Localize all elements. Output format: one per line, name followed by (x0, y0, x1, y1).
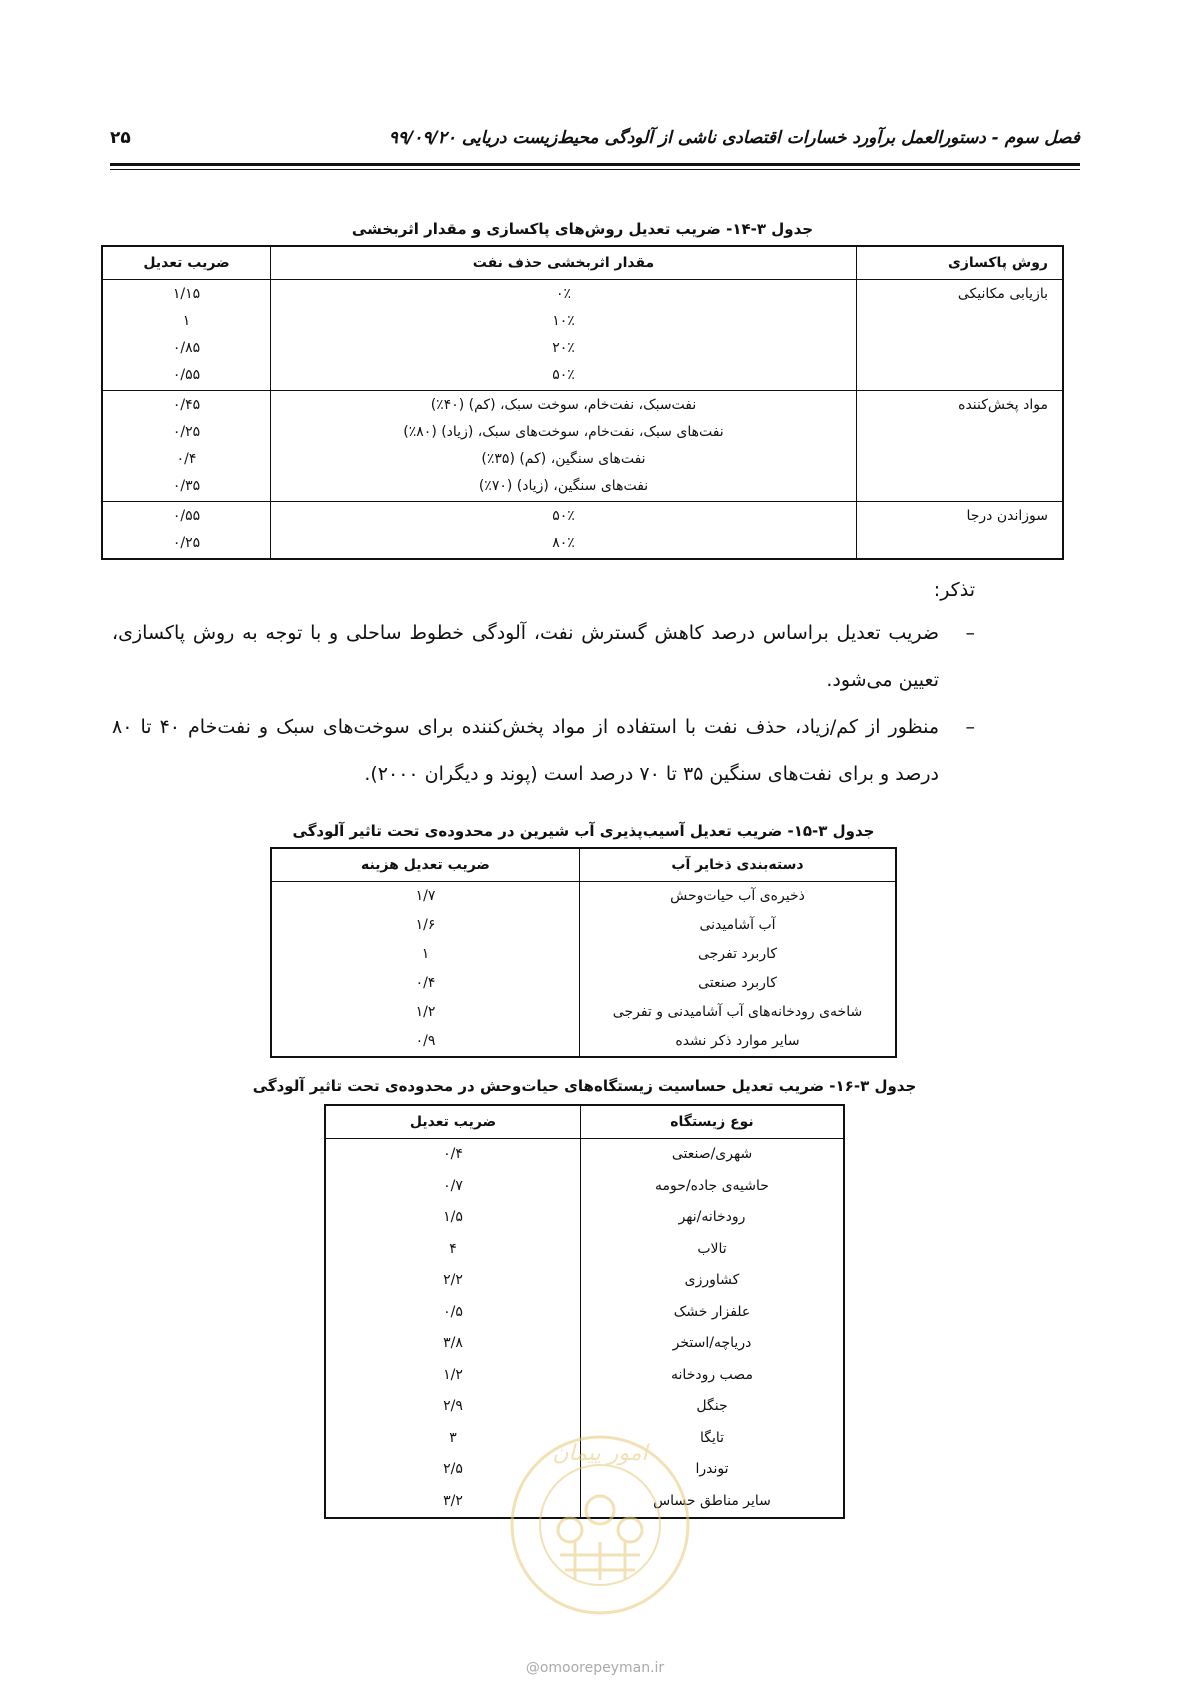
table-row (271, 911, 896, 940)
coefficient-cell: ۱ (421, 946, 430, 962)
table-header-row (102, 246, 1063, 280)
table3-caption: جدول ۳-۱۶- ضریب تعدیل حساسیت زیستگاه‌های حیات‌وحش در محدوده‌ی تحت تاثیر آلودگی (252, 1077, 917, 1095)
category-cell: کاربرد صنعتی (580, 969, 897, 998)
table-row (325, 1328, 844, 1360)
coefficient-cell: ۲/۵ (443, 1461, 463, 1477)
coefficient-cell: ۲/۹ (443, 1398, 463, 1414)
table2-caption: جدول ۳-۱۵- ضریب تعدیل آسیب‌پذیری آب شیرین در محدوده‌ی تحت تاثیر آلودگی (292, 822, 875, 840)
header-rule-thick (110, 163, 1080, 166)
page-header (110, 128, 1080, 154)
header-coefficient: ضریب تعدیل (325, 1105, 581, 1139)
habitat-cell: سایر مناطق حساس (581, 1486, 845, 1519)
coefficient-cell: ۰/۴ (443, 1146, 463, 1162)
page-number: ۲۵ (110, 128, 131, 148)
table-row (271, 1027, 896, 1057)
notes-section (112, 570, 975, 798)
table-row (102, 280, 1063, 391)
header-habitat: نوع زیستگاه (581, 1105, 845, 1139)
coefficient-cell: ۰/۴۵ ۰/۲۵ ۰/۴ ۰/۳۵ (102, 391, 271, 502)
table-row (325, 1202, 844, 1234)
table-row (102, 391, 1063, 502)
note-item: – ضریب تعدیل براساس درصد کاهش گسترش نفت، آلودگی خطوط ساحلی و با توجه به روش پاکسازی، تعیین می‌شود. (112, 622, 975, 691)
method-cell: سوزاندن درجا (857, 502, 1064, 560)
effectiveness-cell: ۰٪ ۱۰٪ ۲۰٪ ۵۰٪ (271, 280, 857, 391)
coefficient-cell: ۰/۹ (415, 1033, 436, 1049)
habitat-cell: علفزار خشک (581, 1297, 845, 1329)
table-row (102, 502, 1063, 560)
category-cell: ذخیره‌ی آب حیات‌وحش (580, 882, 897, 912)
header-rule-thin (110, 169, 1080, 170)
category-cell: کاربرد تفرجی (580, 940, 897, 969)
table-row (271, 998, 896, 1027)
header-coefficient: ضریب تعدیل (102, 246, 271, 280)
table-header-row (271, 848, 896, 882)
habitat-cell: جنگل (581, 1391, 845, 1423)
table-row (271, 940, 896, 969)
coefficient-cell: ۱/۲ (443, 1366, 463, 1383)
category-cell: آب آشامیدنی (580, 911, 897, 940)
habitat-cell: شهری/صنعتی (581, 1139, 845, 1171)
coefficient-cell: ۰/۷ (443, 1177, 463, 1194)
coefficient-cell: ۳ (449, 1429, 457, 1446)
note-text: منظور از کم/زیاد، حذف نفت با استفاده از مواد پخش‌کننده برای سوخت‌های سبک و نفت‌خام ۴۰ تا ۸۰ درصد و برای نفت‌های سنگین ۳۵ تا ۷۰ درصد است (پوند و دیگران ۲۰۰۰). (112, 716, 940, 785)
coefficient-cell: ۰/۵۵ ۰/۲۵ (102, 502, 271, 560)
coefficient-cell: ۱/۱۵ ۱ ۰/۸۵ ۰/۵۵ (102, 280, 271, 391)
coefficient-cell: ۰/۴ (415, 975, 436, 991)
table-row (325, 1297, 844, 1329)
table-row (325, 1234, 844, 1266)
header-effectiveness: مقدار اثربخشی حذف نفت (271, 246, 857, 280)
note-item: – منظور از کم/زیاد، حذف نفت با استفاده از مواد پخش‌کننده برای سوخت‌های سبک و نفت‌خام ۴۰ تا ۸۰ درصد و برای نفت‌های سنگین ۳۵ تا ۷۰ درصد است (پوند و دیگران ۲۰۰۰). (112, 716, 975, 785)
table-row (325, 1360, 844, 1392)
coefficient-cell: ۱/۵ (443, 1209, 463, 1225)
habitat-cell: تالاب (581, 1234, 845, 1266)
category-cell: سایر موارد ذکر نشده (580, 1027, 897, 1057)
note-text: ضریب تعدیل براساس درصد کاهش گسترش نفت، آلودگی خطوط ساحلی و با توجه به روش پاکسازی، تعیین می‌شود. (112, 622, 939, 691)
table-row (271, 882, 896, 912)
method-cell: مواد پخش‌کننده (857, 391, 1064, 502)
table-row (325, 1139, 844, 1171)
cleanup-methods-table (101, 245, 1064, 560)
coefficient-cell: ۳/۲ (443, 1492, 463, 1509)
effectiveness-cell: ۵۰٪ ۸۰٪ (271, 502, 857, 560)
habitat-cell: تایگا (581, 1423, 845, 1455)
seal-text: امور پیمان (552, 1441, 648, 1466)
coefficient-cell: ۱/۶ (415, 917, 436, 933)
category-cell: شاخه‌ی رودخانه‌های آب آشامیدنی و تفرجی (580, 998, 897, 1027)
table-row (271, 969, 896, 998)
table-header-row (325, 1105, 844, 1139)
header-coefficient: ضریب تعدیل هزینه (271, 848, 580, 882)
method-cell: بازیابی مکانیکی (857, 280, 1064, 391)
header-method: روش پاکسازی (857, 246, 1064, 280)
notes-heading: تذکر: (933, 579, 975, 601)
effectiveness-cell: نفت‌سبک، نفت‌خام، سوخت سبک، (کم) (۴۰٪) نفت‌های سبک، نفت‌خام، سوخت‌های سبک، (زیاد) (۸۰٪) نفت‌های سنگین، (کم) (۳۵٪) نفت‌های سنگین، (زیاد) (۷۰٪) (271, 391, 857, 502)
coefficient-cell: ۳/۸ (443, 1335, 463, 1351)
coefficient-cell: ۰/۵ (443, 1303, 463, 1320)
habitat-cell: توندرا (581, 1454, 845, 1486)
chapter-title: فصل سوم - دستورالعمل برآورد خسارات اقتصادی ناشی از آلودگی محیط‌زیست دریایی ۹۹/۰۹/۲۰ (388, 128, 1080, 148)
coefficient-cell: ۱/۲ (415, 1004, 436, 1020)
habitat-cell: مصب رودخانه (581, 1360, 845, 1392)
watermark-website: @omoorepeyman.ir (525, 1660, 665, 1676)
watermark-seal-icon (505, 1430, 695, 1620)
habitat-cell: حاشیه‌ی جاده/حومه (581, 1171, 845, 1203)
table1-caption: جدول ۳-۱۴- ضریب تعدیل روش‌های پاکسازی و مقدار اثربخشی (351, 220, 814, 238)
coefficient-cell: ۴ (449, 1240, 457, 1257)
habitat-cell: رودخانه/نهر (581, 1202, 845, 1234)
coefficient-cell: ۱/۷ (415, 888, 436, 904)
habitat-cell: کشاورزی (581, 1265, 845, 1297)
coefficient-cell: ۲/۲ (443, 1272, 463, 1288)
table-row (325, 1265, 844, 1297)
table-row (325, 1171, 844, 1203)
table-row (325, 1391, 844, 1423)
freshwater-vulnerability-table (270, 847, 897, 1058)
header-category: دسته‌بندی ذخایر آب (580, 848, 897, 882)
habitat-cell: دریاچه/استخر (581, 1328, 845, 1360)
